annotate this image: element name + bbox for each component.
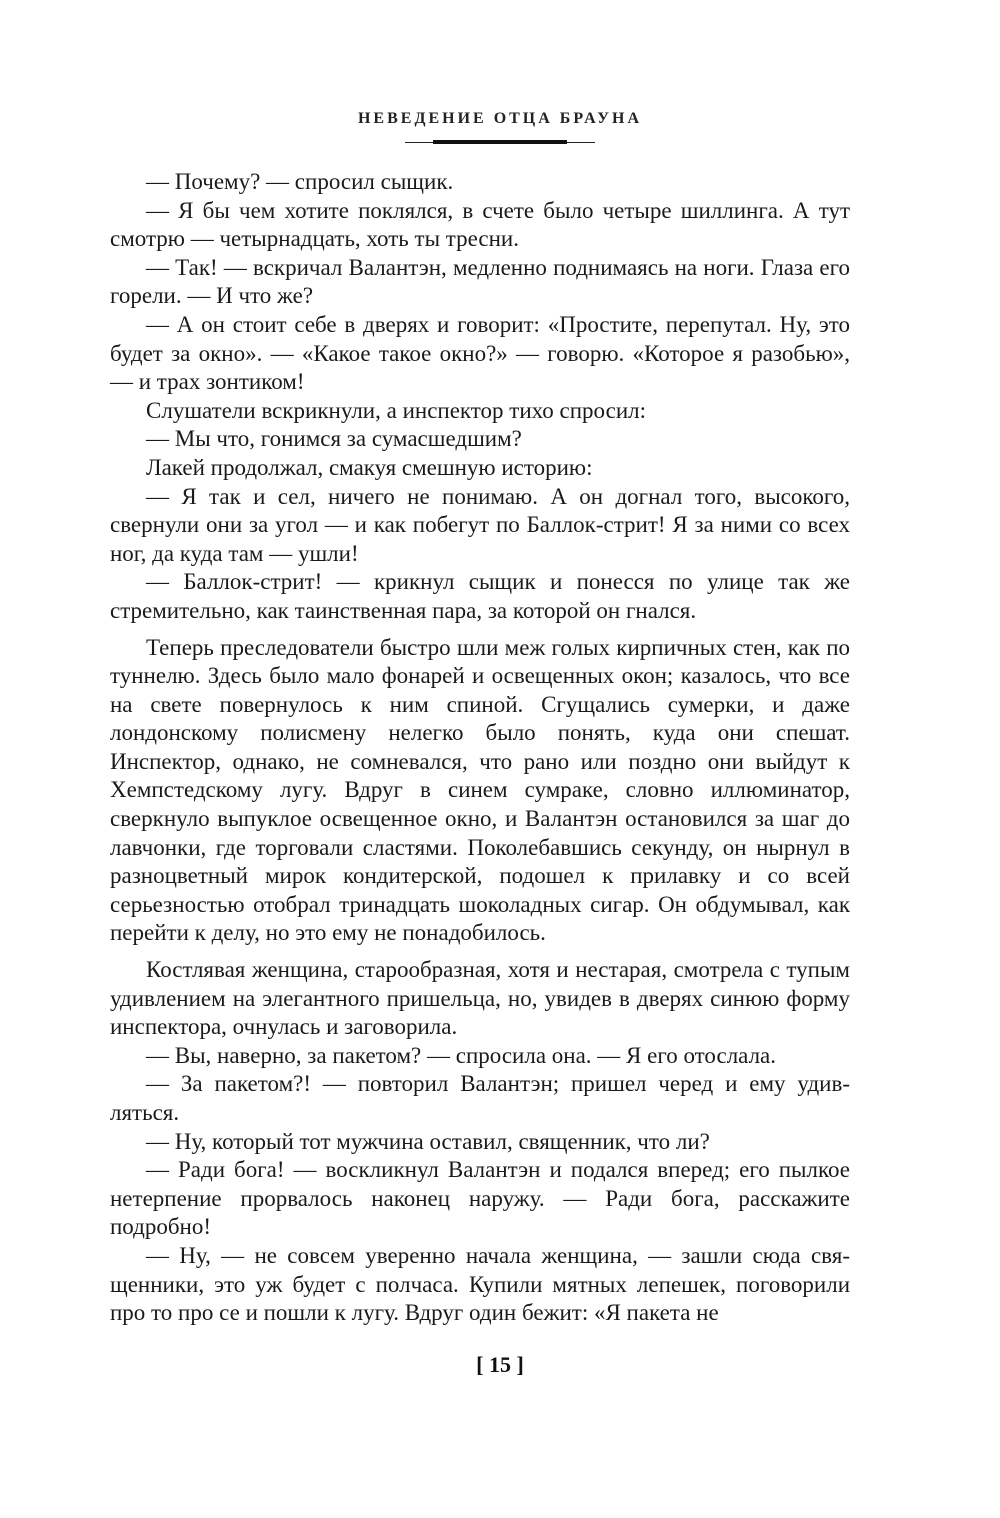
paragraph: — Вы, наверно, за пакетом? — спросила она. — Я его отослала. xyxy=(146,1042,777,1068)
paragraph: — Я бы чем хотите поклялся, в счете было четыре шиллинга. А тут смотрю — четырнадцать, хоть ты тресни. xyxy=(110,197,850,252)
paragraph: — Так! — вскричал Валантэн, медленно поднимаясь на ноги. Глаза его горели. — И что же? xyxy=(110,254,850,309)
paragraph: — Ради бога! — воскликнул Валантэн и подался вперед; его пылкое нетерпение прорвалось наконец наружу. — Ради бога, расскажите подробно! xyxy=(110,1157,850,1240)
paragraph: Лакей продолжал, смакуя смешную историю: xyxy=(146,454,593,480)
page-number: [ 15 ] xyxy=(476,1352,524,1377)
page-header xyxy=(0,110,1000,146)
paragraph: Слушатели вскрикнули, а инспектор тихо спросил: xyxy=(146,397,646,423)
paragraph: — Я так и сел, ничего не понимаю. А он догнал того, высокого, свернули они за угол — и как побегут по Баллок-стрит! Я за ними со всех ног, да куда там — ушли! xyxy=(110,483,850,566)
paragraph: — Ну, — не совсем уверенно начала женщина, — зашли сюда священники, это уж будет с полчаса. Купили мятных лепешек, поговорили про то про се и пошли к лугу. Вдруг один бежит: «Я пакета не xyxy=(110,1242,850,1326)
paragraph: — Ну, который тот мужчина оставил, священник, что ли? xyxy=(146,1128,710,1154)
paragraph: — А он стоит себе в дверях и говорит: «Простите, перепутал. Ну, это будет за окно». — «Какое такое окно?» — говорю. «Которое я разобью», — и трах зонтиком! xyxy=(110,311,850,395)
paragraph: Костлявая женщина, старообразная, хотя и нестарая, смотрела с тупым удивлением на элегантного пришельца, но, увидев в дверях синюю форму инспектора, очнулась и заговорила. xyxy=(110,957,850,1040)
paragraph: — Мы что, гонимся за сумасшедшим? xyxy=(146,426,522,452)
paragraph: — Баллок-стрит! — крикнул сыщик и понесся по улице так же стремительно, как таинственная пара, за которой он гнался. xyxy=(110,569,850,623)
body-text xyxy=(110,168,850,1328)
paragraph: — За пакетом?! — повторил Валантэн; пришел черед и ему удивляться. xyxy=(110,1071,850,1125)
paragraph: Теперь преследователи быстро шли меж голых кирпичных стен, как по туннелю. Здесь было мало фонарей и освещенных окон; казалось, что все на свете повернулось к ним спиной. Сгущались сумерки, и даже лондонскому полисмену нелегко было понять, куда они спешат. Инспектор, однако, не сомневался, что рано или поздно они выйдут к Хемпстедскому лугу. Вдруг в синем сумраке, словно иллюминатор, сверкнуло выпуклое освещенное окно, и Валантэн остановился за шаг до лавчонки, где торговали сластями. Поколебавшись секунду, он нырнул в разноцветный мирок кондитерской, подошел к прилавку и со всей серьезностью отобрал тринадцать шоколадных сигар. Он обдумывал, как перейти к делу, но это ему не понадобилось. xyxy=(110,634,850,946)
running-head: НЕВЕДЕНИЕ ОТЦА БРАУНА xyxy=(357,110,642,127)
header-rule xyxy=(405,140,595,146)
header-rule-bar xyxy=(433,140,567,144)
paragraph: — Почему? — спросил сыщик. xyxy=(146,169,454,194)
